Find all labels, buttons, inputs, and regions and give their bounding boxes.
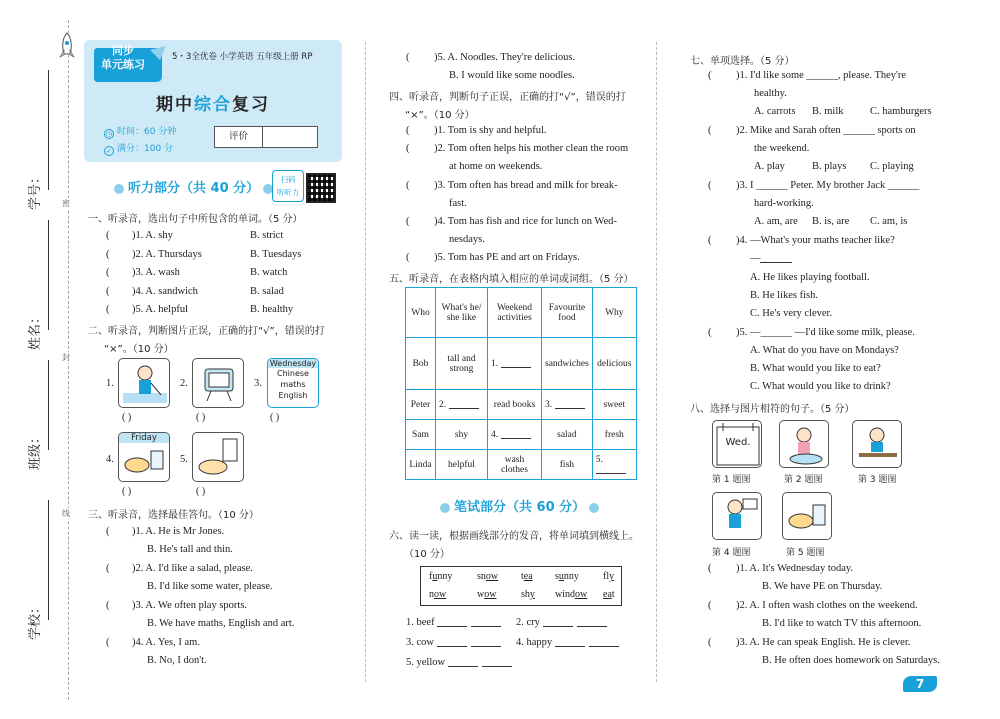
q8-pic-1-calendar [712,420,762,468]
q7-question: )5. —______ —I'd like some milk, please. [736,327,915,338]
answer-paren[interactable]: ( [406,143,410,154]
q7-option: B. milk [812,106,844,117]
cut-mark-feng: 封 [62,353,70,362]
q1-option-a: )1. A. shy [132,230,173,241]
answer-blank[interactable] [543,626,573,627]
evaluation-box: 评价 [214,126,318,148]
pic-caption: 第 3 题图 [858,475,897,485]
q4-statement-cont: nesdays. [449,234,485,245]
table-cell: Sam [406,420,436,450]
q3-option-a: )4. A. Yes, I am. [132,637,200,648]
word-item: window [555,589,588,600]
q4-statement: )4. Tom has fish and rice for lunch on Wed- [434,216,617,227]
answer-paren[interactable]: ( [406,52,410,63]
cut-mark-xian: 线 [62,509,70,518]
answer-blank[interactable] [760,262,792,263]
table-cell: wash clothes [488,450,542,480]
table-header-row [406,288,637,338]
answer-paren[interactable]: ( [106,563,110,574]
word-box [420,566,622,606]
q7-question: )1. I'd like some ______, please. They're [736,70,907,81]
q1-option-b: B. Tuesdays [250,248,302,260]
class-label: 班级： [28,430,43,470]
word-item: fly [603,571,615,582]
q1-option-a: )2. A. Thursdays [132,248,202,260]
q4-title-1: 四、听录音，判断句子正误，正确的打“√”，错误的打 [389,92,626,103]
q2-label: 5. [180,454,188,465]
table-header: Weekend activities [488,288,542,338]
q1-option-a: )4. A. sandwich [132,285,198,297]
q4-statement-cont: at home on weekends. [449,161,543,172]
q3-option-a: )2. A. I'd like a salad, please. [132,563,253,574]
word-item: funny [429,571,453,582]
page-title: 期中综合复习 [156,95,270,115]
q7-question: )4. —What's your maths teacher like? [736,235,895,246]
table-cell: salad [542,420,593,450]
answer-paren[interactable]: ( [708,600,712,611]
q8-option-a: )1. A. It's Wednesday today. [736,563,854,574]
school-label: 学校： [28,600,43,640]
q2-pic-2 [192,358,244,408]
answer-paren[interactable]: ( [106,304,110,315]
q7-option: C. am, is [870,216,908,227]
q8-pic-2 [779,420,829,468]
listening-banner: 听力部分（共 40 分） [110,177,277,196]
milk-bread-icon [193,433,244,482]
answer-paren[interactable]: ( [708,637,712,648]
table-cell: tall and strong [436,338,488,390]
q5-title: 五、听录音，在表格内填入相应的单词或词组。（5 分） [389,274,634,285]
boy-cleaning-icon [119,359,170,408]
robot-tv-icon [193,359,244,408]
q7-option: B. plays [812,161,847,172]
q3-option-a: )1. A. He is Mr Jones. [132,526,225,537]
q7-question-cont: healthy. [754,88,787,99]
answer-blank[interactable] [501,367,531,368]
column-divider [365,42,366,682]
table-cell: helpful [436,450,488,480]
written-banner: 笔试部分（共 60 分） [436,496,603,515]
q2-answer-2[interactable]: ( ) [196,412,206,423]
student-number-line [48,70,49,190]
answer-paren[interactable]: ( [406,125,410,136]
q6-score: （10 分） [404,549,450,560]
q6-title: 六、读一读，根据画线部分的发音，将单词填到横线上。 [389,531,639,542]
q4-statement: )1. Tom is shy and helpful. [434,125,547,136]
table-row [406,338,637,390]
clock-icon: ◷ [105,130,113,138]
word-item: eat [603,589,615,600]
word-item: shy [521,589,535,600]
q7-option: C. playing [870,161,914,172]
badge-text: 同步 单元练习 [101,44,145,71]
table-header: Who [406,288,436,338]
evaluation-field[interactable] [263,127,317,147]
q7-dash: — [750,253,761,264]
q7-title: 七、单项选择。（5 分） [690,56,795,67]
table-cell: sweet [592,390,636,420]
fill-item: 5. yellow [406,657,516,668]
q7-option: A. carrots [754,106,796,117]
q7-option: C. hamburgers [870,106,932,117]
answer-blank[interactable] [482,666,512,667]
q7-question-cont: hard-working. [754,198,814,209]
full-score: ✓ 满分：100 分 [104,141,173,156]
fill-item: 3. cow [406,637,505,648]
name-label: 姓名： [28,310,43,350]
q2-pic-5 [192,432,244,482]
q3-option-b: B. No, I don't. [147,655,207,666]
scan-tag: 扫码 听听力 [272,170,304,202]
student-number-label: 学号： [28,170,43,210]
pic-caption: 第 1 题图 [712,475,751,485]
word-item: snow [477,571,499,582]
time-limit: ◷ 时间：60 分钟 [105,127,177,138]
rocket-icon [58,32,76,62]
q1-option-b: B. strict [250,230,284,241]
table-cell: read books [488,390,542,420]
answer-paren[interactable]: ( [708,125,712,136]
food-icon [783,493,832,540]
answer-blank[interactable] [555,646,585,647]
answer-paren[interactable]: ( [106,267,110,278]
table-header: Favourite food [542,288,593,338]
q2-label: 1. [106,378,114,389]
table-cell: fresh [592,420,636,450]
table-cell: delicious [592,338,636,390]
q1-option-b: B. healthy [250,304,294,315]
answer-paren[interactable]: ( [708,180,712,191]
column-divider [656,42,657,682]
table-header: What's he/ she like [436,288,488,338]
table-cell[interactable]: 2. [436,390,488,420]
q7-question: )2. Mike and Sarah often ______ sports on [736,125,916,136]
q2-pic-4 [118,432,170,482]
pic-caption: 第 2 题图 [784,475,823,485]
q4-statement: )5. Tom has PE and art on Fridays. [434,252,580,263]
answer-blank[interactable] [471,646,501,647]
table-cell[interactable]: 5. [592,450,636,480]
q7-option: A. What do you have on Mondays? [750,345,899,356]
q8-option-b: B. He often does homework on Saturdays. [762,655,940,666]
answer-blank[interactable] [448,666,478,667]
answer-blank[interactable] [577,626,607,627]
q7-option: C. What would you like to drink? [750,381,891,392]
q7-option: A. He likes playing football. [750,272,870,283]
q8-pic-3 [852,420,902,468]
boy-speaking-icon [713,493,762,540]
page-number: 7 [903,676,937,692]
q3-title: 三、听录音，选择最佳答句。（10 分） [88,510,259,521]
q8-option-b: B. We have PE on Thursday. [762,581,883,592]
q3-option-b: B. I'd like some water, please. [147,581,273,592]
answer-paren[interactable]: ( [106,637,110,648]
q7-option: B. He likes fish. [750,290,818,301]
q4-statement: )2. Tom often helps his mother clean the room [434,143,629,154]
word-item: sunny [555,571,579,582]
header-card [84,40,342,162]
answer-blank[interactable] [449,408,479,409]
q3-option-a: )3. A. We often play sports. [132,600,248,611]
table-row [406,390,637,420]
answer-paren[interactable]: ( [708,563,712,574]
q8-option-a: )3. A. He can speak English. He is clever. [736,637,911,648]
q2-label: 3. [254,378,262,389]
class-line [48,360,49,450]
timetable-subject: English [278,391,308,400]
q3-option-b: B. He's tall and thin. [147,544,233,555]
food-icon [119,443,170,481]
q2-title-1: 二、听录音，判断图片正误，正确的打“√”，错误的打 [88,326,325,337]
q8-title: 八、选择与图片相符的句子。（5 分） [690,404,855,415]
timetable-day: Wednesday [269,359,317,368]
q2-pic-1 [118,358,170,408]
answer-paren[interactable]: ( [406,252,410,263]
q4-title-2: “×”。（10 分） [405,110,475,121]
name-line [48,220,49,330]
listening-table [405,287,637,480]
cut-mark-mi: 密 [62,199,70,208]
q2-answer-1[interactable]: ( ) [122,412,132,423]
table-row [406,450,637,480]
pic-caption: 第 4 题图 [712,548,751,558]
answer-paren[interactable]: ( [406,216,410,227]
q2-pic-3-timetable [267,358,319,408]
table-cell: fish [542,450,593,480]
q1-option-a: )3. A. wash [132,267,180,278]
day-label: Friday [119,433,169,443]
q3-option-b: B. We have maths, English and art. [147,618,295,629]
q1-option-a: )5. A. helpful [132,304,188,315]
word-item: now [429,589,447,600]
check-icon: ✓ [104,146,114,156]
answer-blank[interactable] [437,646,467,647]
qr-code-icon[interactable] [306,173,336,203]
q4-statement: )3. Tom often has bread and milk for break- [434,180,618,191]
answer-paren[interactable]: ( [708,327,712,338]
q1-option-b: B. salad [250,285,284,297]
q8-option-b: B. I'd like to watch TV this afternoon. [762,618,922,629]
answer-blank[interactable] [596,473,626,474]
q7-option: B. What would you like to eat? [750,363,881,374]
answer-blank[interactable] [471,626,501,627]
binding-strip [0,0,82,719]
q7-question-cont: the weekend. [754,143,810,154]
fill-item: 2. cry [516,617,611,628]
table-cell[interactable]: 4. [488,420,542,450]
q7-question: )3. I ______ Peter. My brother Jack ______ [736,180,920,191]
answer-blank[interactable] [555,408,585,409]
fill-item: 4. happy [516,637,623,648]
table-header: Why [592,288,636,338]
q8-pic-4 [712,492,762,540]
answer-paren[interactable]: ( [106,526,110,537]
table-row [406,420,637,450]
girl-washing-icon [780,421,829,468]
q3-5-option-b: B. I would like some noodles. [449,70,575,81]
q2-answer-4[interactable]: ( ) [122,486,132,497]
answer-paren[interactable]: ( [106,285,110,297]
q2-label: 2. [180,378,188,389]
q1-title: 一、听录音，选出句子中所包含的单词。（5 分） [88,214,303,225]
calendar-text: Wed. [725,437,751,448]
table-cell: Linda [406,450,436,480]
q1-option-b: B. watch [250,267,288,278]
table-cell: shy [436,420,488,450]
answer-paren[interactable]: ( [106,600,110,611]
answer-blank[interactable] [501,438,531,439]
q2-title-2: “×”。（10 分） [104,344,174,355]
table-cell: Bob [406,338,436,390]
boy-studying-icon [853,421,902,468]
word-item: tea [521,571,533,582]
school-line [48,500,49,620]
answer-blank[interactable] [437,626,467,627]
answer-paren[interactable]: ( [708,235,712,246]
table-cell: sandwiches [542,338,593,390]
answer-paren[interactable]: ( [106,230,110,241]
q2-answer-5[interactable]: ( ) [196,486,206,497]
q7-option: A. play [754,161,785,172]
table-cell[interactable]: 1. [488,338,542,390]
table-cell: Peter [406,390,436,420]
pic-caption: 第 5 题图 [786,548,825,558]
timetable-subject: maths [280,380,306,389]
q7-option: C. He's very clever. [750,308,833,319]
book-series: 5・3全优卷 小学英语 五年级上册 RP [172,52,313,62]
fill-item: 1. beef [406,617,505,628]
q4-statement-cont: fast. [449,198,467,209]
q7-option: A. am, are [754,216,798,227]
q3-5-option-a: )5. A. Noodles. They're delicious. [434,52,576,63]
table-cell[interactable]: 3. [542,390,593,420]
answer-paren[interactable]: ( [708,70,712,81]
q8-pic-5 [782,492,832,540]
q2-answer-3[interactable]: ( ) [270,412,280,423]
q7-option: B. is, are [812,216,850,227]
timetable-subject: Chinese [277,369,309,378]
q2-label: 4. [106,454,114,465]
word-item: wow [477,589,497,600]
answer-paren[interactable]: ( [406,180,410,191]
q8-option-a: )2. A. I often wash clothes on the weekend. [736,600,918,611]
answer-paren[interactable]: ( [106,248,110,260]
answer-blank[interactable] [589,646,619,647]
